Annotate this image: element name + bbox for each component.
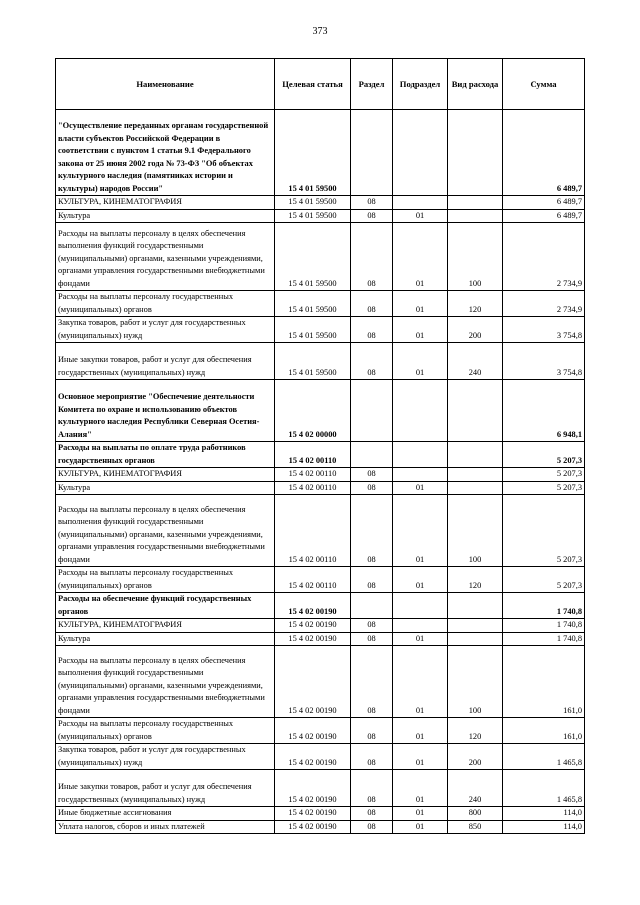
row-name: "Осуществление переданных органам государственной власти субъектов Российской Федерации в соответствии с пунктом 1 статьи 9.1 Федерального закона от 25 июня 2002 года № 73-ФЗ "Об объектах культурного наследия (памятниках истории и культуры) народов России" [56,110,275,196]
row-subsection: 01 [393,495,448,567]
row-name: Закупка товаров, работ и услуг для государственных (муниципальных) нужд [56,744,275,770]
row-section: 08 [351,619,393,633]
row-name: Расходы на выплаты персоналу государственных (муниципальных) органов [56,567,275,593]
row-sum: 1 465,8 [503,770,585,807]
table-row [56,495,585,567]
header-sum: Сумма [503,59,585,110]
row-code: 15 4 01 59500 [275,223,351,291]
row-section: 08 [351,468,393,482]
row-type [448,196,503,210]
row-type [448,110,503,196]
row-type [448,209,503,223]
row-name: Расходы на обеспечение функций государственных органов [56,593,275,619]
row-section: 08 [351,223,393,291]
row-section: 08 [351,481,393,495]
row-name: Культура [56,481,275,495]
row-code: 15 4 02 00190 [275,718,351,744]
row-section: 08 [351,744,393,770]
table-row [56,196,585,210]
row-subsection [393,468,448,482]
row-type [448,468,503,482]
row-section: 08 [351,209,393,223]
row-subsection: 01 [393,646,448,718]
row-subsection [393,593,448,619]
row-code: 15 4 01 59500 [275,317,351,343]
row-sum: 161,0 [503,646,585,718]
row-code: 15 4 01 59500 [275,343,351,380]
row-section: 08 [351,632,393,646]
row-code: 15 4 01 59500 [275,291,351,317]
row-sum: 5 207,3 [503,468,585,482]
header-subsection: Подраздел [393,59,448,110]
row-name: Расходы на выплаты персоналу в целях обеспечения выполнения функций государственными (муниципальными) органами, казенными учреждениями, органами управления государственными внебюджетными фондами [56,223,275,291]
row-type [448,442,503,468]
row-sum: 5 207,3 [503,481,585,495]
row-sum: 6 948,1 [503,380,585,442]
row-type: 100 [448,223,503,291]
row-name: Иные закупки товаров, работ и услуг для обеспечения государственных (муниципальных) нужд [56,343,275,380]
budget-table [55,58,585,834]
row-name: Расходы на выплаты персоналу в целях обеспечения выполнения функций государственными (муниципальными) органами, казенными учреждениями, органами управления государственными внебюджетными фондами [56,495,275,567]
table-row [56,593,585,619]
row-type: 120 [448,291,503,317]
table-row [56,820,585,834]
row-section [351,380,393,442]
table-row [56,468,585,482]
row-code: 15 4 02 00190 [275,646,351,718]
row-section: 08 [351,317,393,343]
row-code: 15 4 01 59500 [275,196,351,210]
table-row [56,481,585,495]
row-code: 15 4 02 00190 [275,744,351,770]
row-name: Расходы на выплаты персоналу в целях обеспечения выполнения функций государственными (муниципальными) органами, казенными учреждениями, органами управления государственными внебюджетными фондами [56,646,275,718]
row-type: 120 [448,718,503,744]
header-name: Наименование [56,59,275,110]
table-row [56,317,585,343]
row-type: 240 [448,343,503,380]
row-code: 15 4 02 00190 [275,619,351,633]
row-subsection: 01 [393,291,448,317]
table-row [56,343,585,380]
row-code: 15 4 02 00110 [275,495,351,567]
row-subsection: 01 [393,567,448,593]
row-name: Иные бюджетные ассигнования [56,807,275,821]
row-section [351,110,393,196]
row-sum: 5 207,3 [503,567,585,593]
table-header-row [56,59,585,110]
row-section: 08 [351,646,393,718]
row-code: 15 4 02 00190 [275,820,351,834]
row-sum: 6 489,7 [503,110,585,196]
row-section: 08 [351,196,393,210]
row-subsection [393,619,448,633]
table-row [56,807,585,821]
row-type [448,481,503,495]
row-sum: 1 740,8 [503,593,585,619]
table-row [56,380,585,442]
row-subsection: 01 [393,718,448,744]
row-type: 100 [448,646,503,718]
row-subsection: 01 [393,807,448,821]
row-type: 200 [448,744,503,770]
row-code: 15 4 01 59500 [275,209,351,223]
row-code: 15 4 02 00190 [275,807,351,821]
header-code: Целевая статья [275,59,351,110]
row-sum: 6 489,7 [503,209,585,223]
row-sum: 114,0 [503,820,585,834]
table-row [56,744,585,770]
row-name: Иные закупки товаров, работ и услуг для обеспечения государственных (муниципальных) нужд [56,770,275,807]
row-name: Закупка товаров, работ и услуг для государственных (муниципальных) нужд [56,317,275,343]
row-sum: 3 754,8 [503,343,585,380]
row-type: 800 [448,807,503,821]
row-subsection [393,110,448,196]
row-name: Уплата налогов, сборов и иных платежей [56,820,275,834]
row-code: 15 4 02 00000 [275,380,351,442]
row-name: Культура [56,209,275,223]
row-name: Культура [56,632,275,646]
row-type [448,619,503,633]
row-type [448,632,503,646]
row-type [448,380,503,442]
row-sum: 3 754,8 [503,317,585,343]
table-row [56,110,585,196]
row-section: 08 [351,343,393,380]
row-type: 850 [448,820,503,834]
page-number: 373 [312,26,328,37]
row-name: Основное мероприятие "Обеспечение деятельности Комитета по охране и использованию объектов культурного наследия Республики Северная Осетия-Алания" [56,380,275,442]
row-subsection: 01 [393,744,448,770]
row-section: 08 [351,291,393,317]
row-subsection [393,442,448,468]
row-subsection: 01 [393,317,448,343]
row-subsection: 01 [393,223,448,291]
table-row [56,442,585,468]
row-sum: 5 207,3 [503,442,585,468]
row-subsection: 01 [393,481,448,495]
table-body [56,110,585,834]
row-type: 240 [448,770,503,807]
row-subsection [393,380,448,442]
row-code: 15 4 02 00110 [275,442,351,468]
table-row [56,619,585,633]
row-sum: 161,0 [503,718,585,744]
row-sum: 1 740,8 [503,632,585,646]
row-type: 120 [448,567,503,593]
row-code: 15 4 02 00190 [275,770,351,807]
row-name: Расходы на выплаты персоналу государственных (муниципальных) органов [56,291,275,317]
row-code: 15 4 02 00110 [275,481,351,495]
row-name: КУЛЬТУРА, КИНЕМАТОГРАФИЯ [56,468,275,482]
row-subsection: 01 [393,343,448,380]
row-section: 08 [351,807,393,821]
row-section [351,593,393,619]
header-section: Раздел [351,59,393,110]
row-type: 200 [448,317,503,343]
row-subsection: 01 [393,632,448,646]
row-sum: 1 465,8 [503,744,585,770]
row-name: КУЛЬТУРА, КИНЕМАТОГРАФИЯ [56,619,275,633]
row-sum: 5 207,3 [503,495,585,567]
row-subsection: 01 [393,209,448,223]
row-code: 15 4 02 00190 [275,593,351,619]
row-sum: 114,0 [503,807,585,821]
row-type: 100 [448,495,503,567]
row-section: 08 [351,820,393,834]
table-row [56,291,585,317]
row-sum: 2 734,9 [503,223,585,291]
row-section: 08 [351,718,393,744]
table-row [56,646,585,718]
row-name: КУЛЬТУРА, КИНЕМАТОГРАФИЯ [56,196,275,210]
row-subsection [393,196,448,210]
row-code: 15 4 01 59500 [275,110,351,196]
row-code: 15 4 02 00110 [275,567,351,593]
row-section: 08 [351,770,393,807]
table-row [56,209,585,223]
row-code: 15 4 02 00110 [275,468,351,482]
row-section [351,442,393,468]
table-row [56,632,585,646]
row-subsection: 01 [393,820,448,834]
row-sum: 2 734,9 [503,291,585,317]
row-type [448,593,503,619]
row-name: Расходы на выплаты по оплате труда работников государственных органов [56,442,275,468]
table-row [56,567,585,593]
row-section: 08 [351,495,393,567]
row-sum: 1 740,8 [503,619,585,633]
row-sum: 6 489,7 [503,196,585,210]
row-section: 08 [351,567,393,593]
row-subsection: 01 [393,770,448,807]
table-row [56,770,585,807]
table-row [56,223,585,291]
row-name: Расходы на выплаты персоналу государственных (муниципальных) органов [56,718,275,744]
table-row [56,718,585,744]
row-code: 15 4 02 00190 [275,632,351,646]
header-type: Вид расхода [448,59,503,110]
